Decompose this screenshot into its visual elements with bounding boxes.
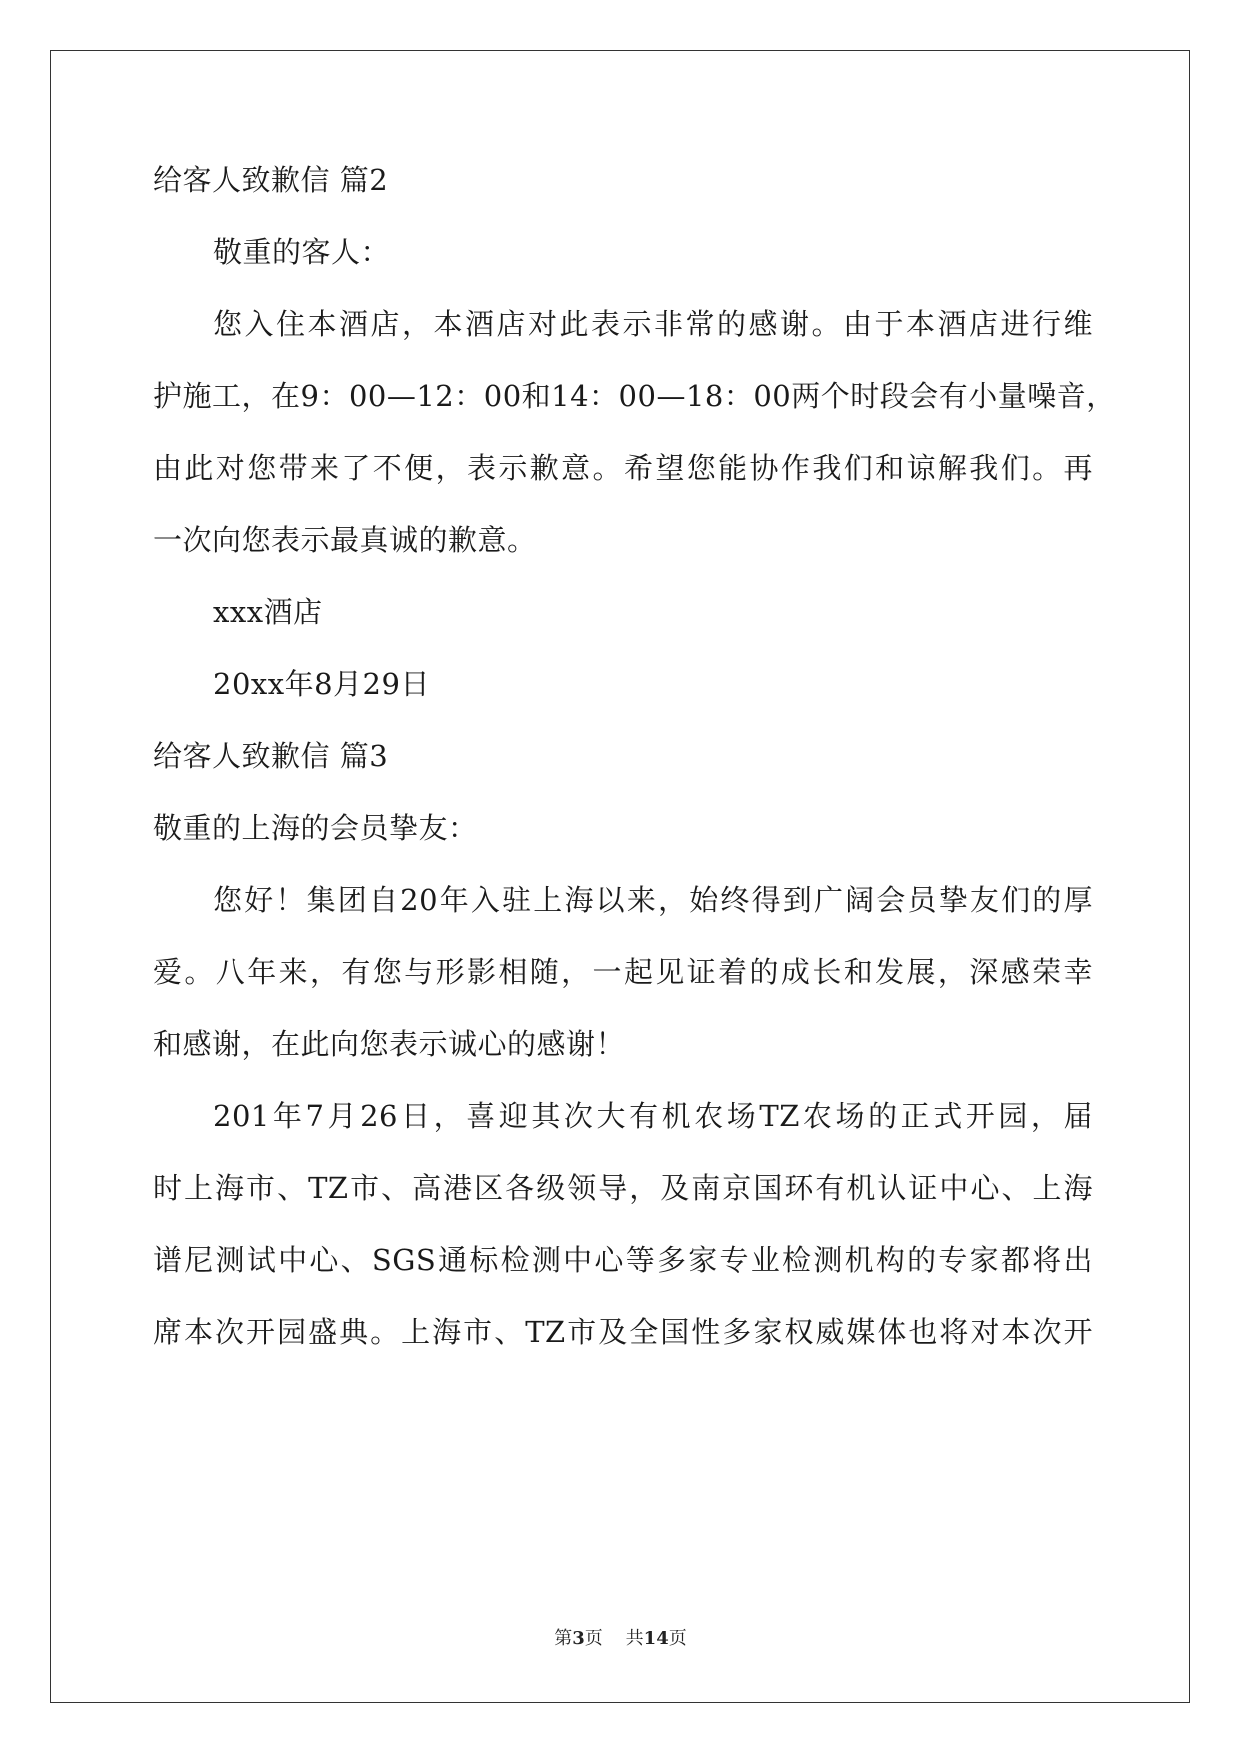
- total-prefix: 共: [625, 1628, 644, 1649]
- paragraph-line: 一次向您表示最真诚的歉意。: [153, 523, 537, 557]
- paragraph-line: 您好！集团自20年入驻上海以来，始终得到广阔会员挚友们的厚: [213, 883, 1093, 917]
- paragraph-line: 时上海市、TZ市、高港区各级领导，及南京国环有机认证中心、上海: [153, 1171, 1093, 1205]
- paragraph-line: 您入住本酒店，本酒店对此表示非常的感谢。由于本酒店进行维: [213, 307, 1093, 341]
- salutation: 敬重的客人：: [213, 235, 391, 269]
- page-number: 3: [572, 1628, 585, 1649]
- paragraph-line: 和感谢，在此向您表示诚心的感谢！: [153, 1027, 626, 1061]
- salutation: 敬重的上海的会员挚友：: [153, 811, 478, 845]
- page-prefix: 第: [554, 1628, 573, 1649]
- paragraph-line: 201年7月26日，喜迎其次大有机农场TZ农场的正式开园，届: [213, 1099, 1093, 1133]
- page-border: [50, 50, 1190, 1703]
- page-unit: 页: [584, 1628, 603, 1649]
- page-footer: [0, 1624, 1241, 1650]
- signature-name: xxx酒店: [213, 595, 323, 629]
- total-unit: 页: [668, 1628, 687, 1649]
- paragraph-line: 谱尼测试中心、SGS通标检测中心等多家专业检测机构的专家都将出: [153, 1243, 1093, 1277]
- section-heading-3: 给客人致歉信 篇3: [153, 739, 389, 773]
- total-pages: 14: [643, 1628, 669, 1649]
- paragraph-line: 护施工，在9：00—12：00和14：00—18：00两个时段会有小量噪音，: [153, 379, 1116, 413]
- section-heading-2: 给客人致歉信 篇2: [153, 163, 389, 197]
- paragraph-line: 爱。八年来，有您与形影相随，一起见证着的成长和发展，深感荣幸: [153, 955, 1093, 989]
- signature-date: 20xx年8月29日: [213, 667, 430, 701]
- paragraph-line: 由此对您带来了不便，表示歉意。希望您能协作我们和谅解我们。再: [153, 451, 1093, 485]
- paragraph-line: 席本次开园盛典。上海市、TZ市及全国性多家权威媒体也将对本次开: [153, 1315, 1093, 1349]
